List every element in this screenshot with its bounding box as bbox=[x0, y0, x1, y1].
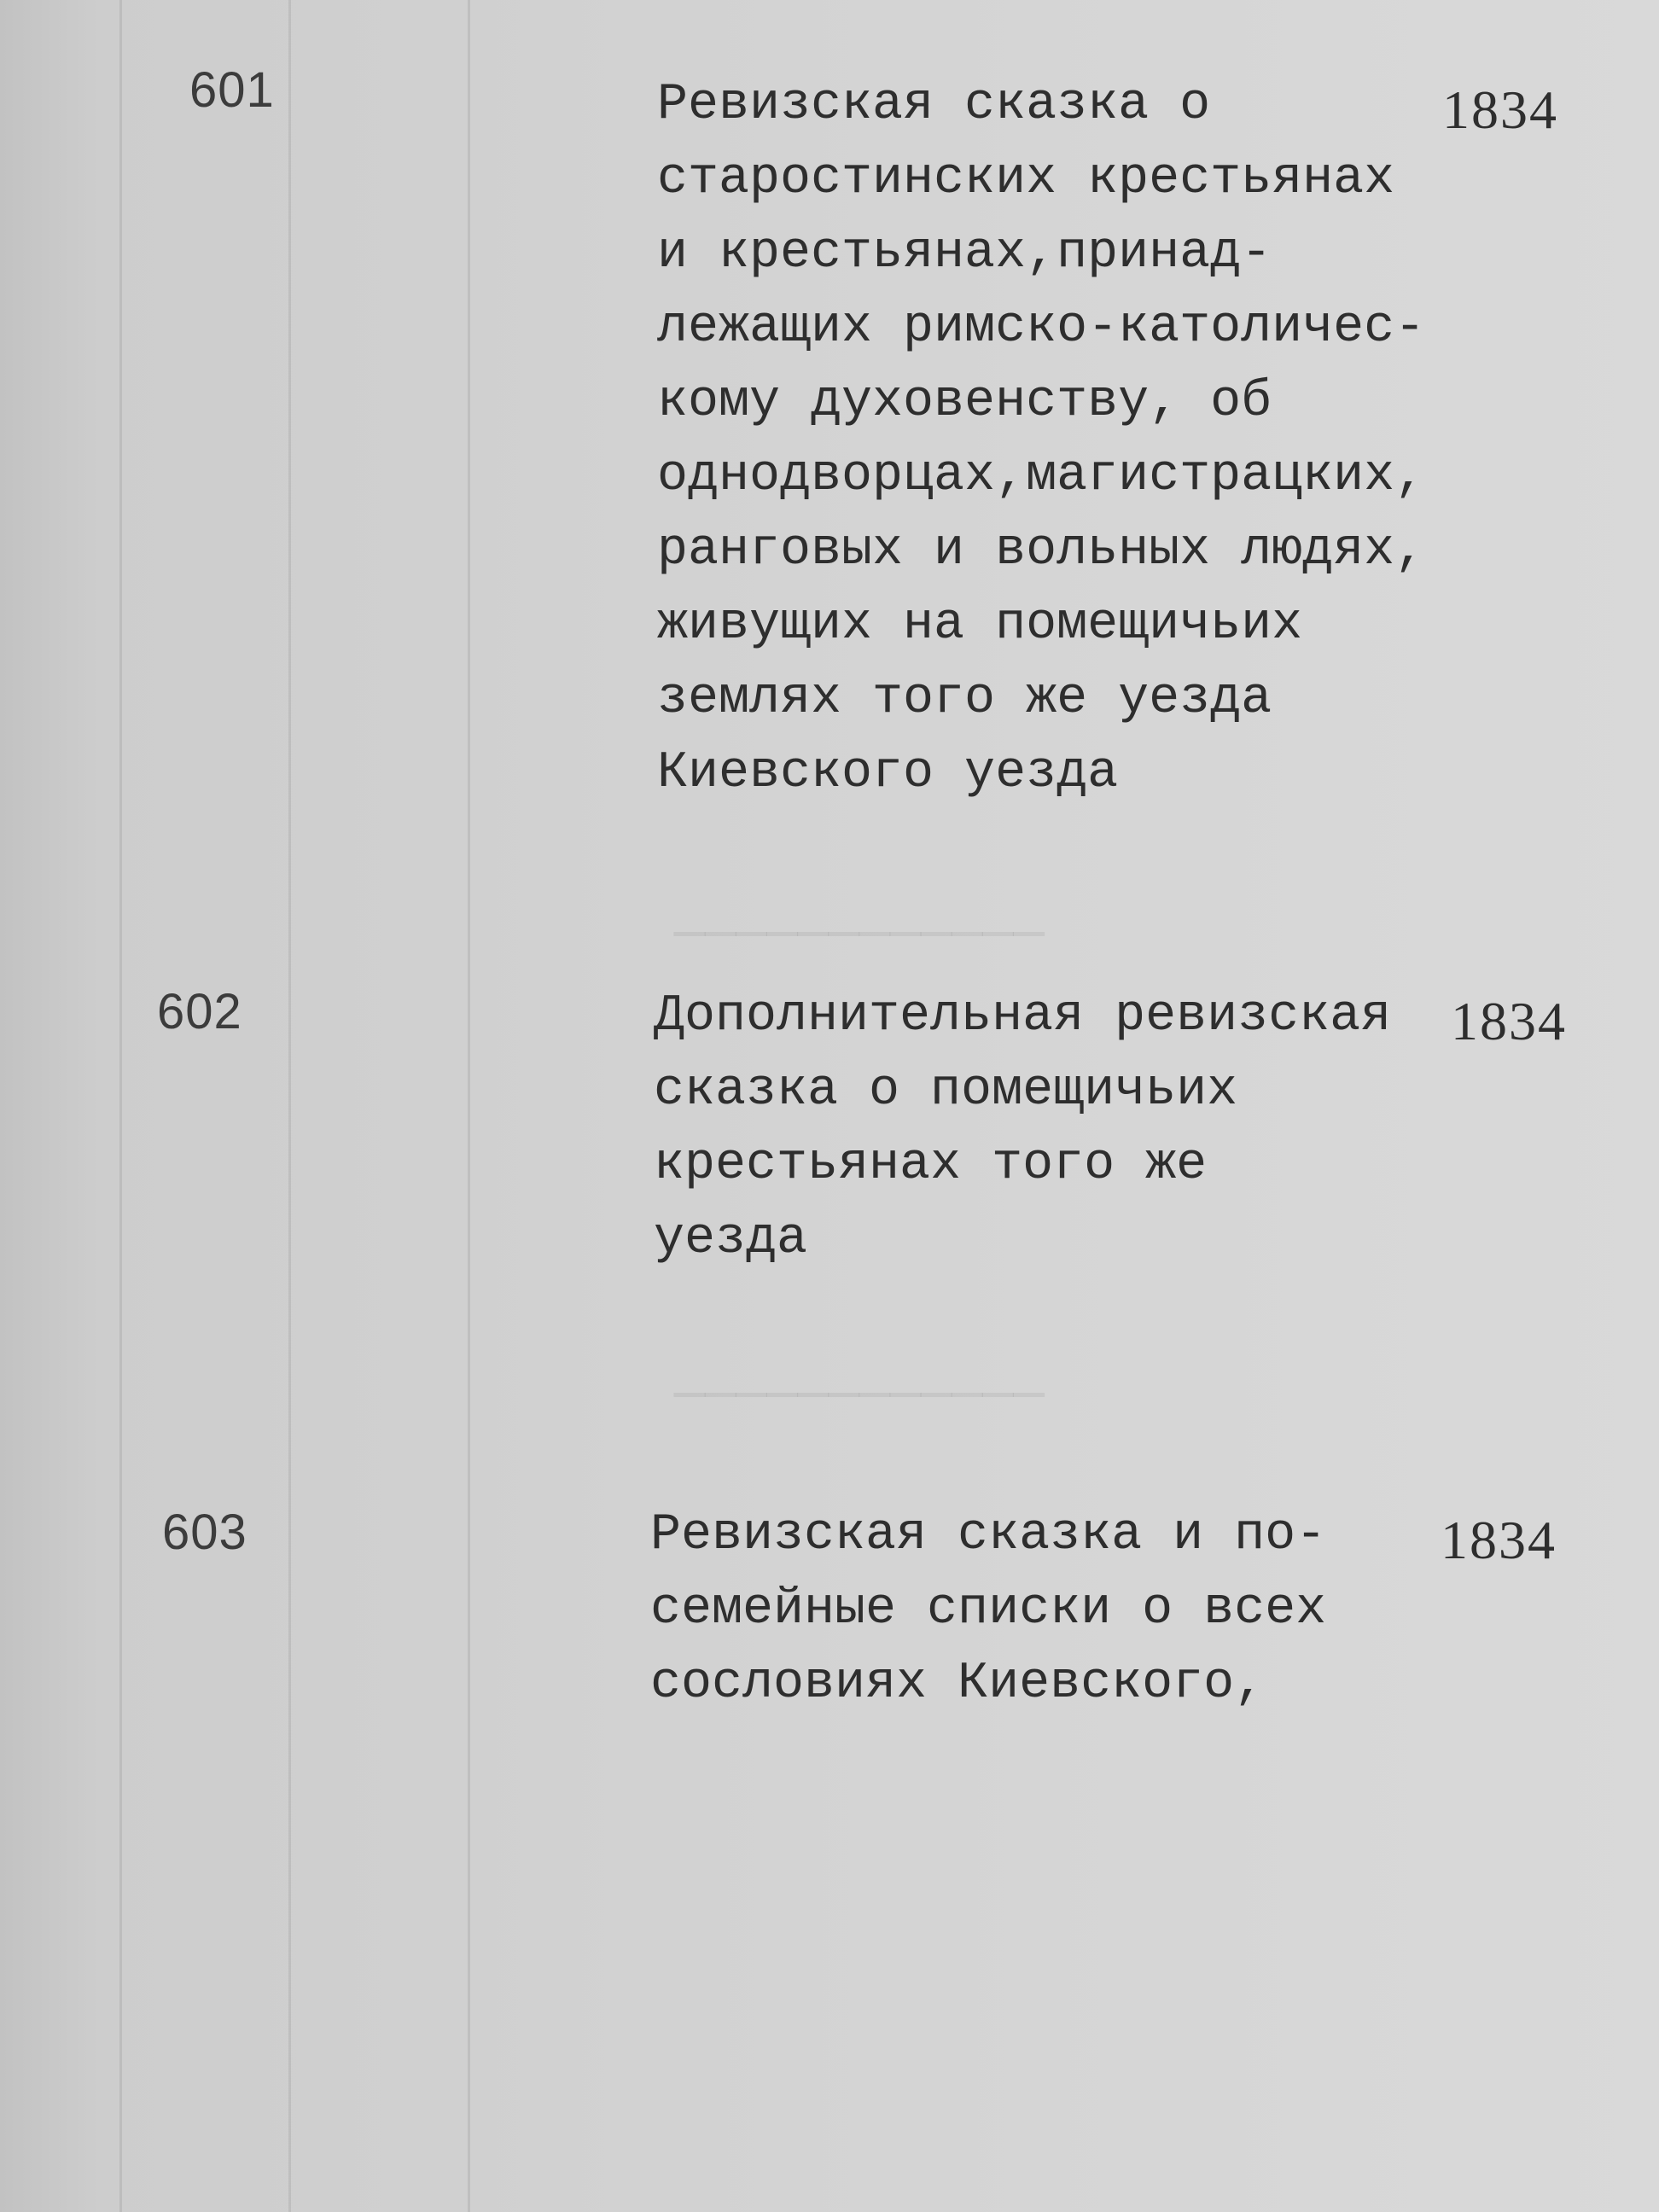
entry-description bbox=[650, 1499, 1326, 1721]
description-line: живущих на помещичьих bbox=[657, 596, 1303, 654]
description-line: Ревизская сказка о bbox=[657, 76, 1211, 134]
entry-year: 1834 bbox=[1451, 991, 1567, 1051]
description-line: лежащих римско-католичес- bbox=[657, 299, 1426, 357]
description-line: семейные списки о всех bbox=[650, 1580, 1327, 1639]
description-line: Киевского уезда bbox=[657, 744, 1119, 802]
description-line: сословиях Киевского, bbox=[650, 1655, 1266, 1713]
description-line: землях того же уезда bbox=[657, 670, 1272, 728]
description-line: Ревизская сказка и по- bbox=[650, 1506, 1327, 1564]
bleed-through-mark: ──────────── bbox=[674, 905, 1045, 964]
description-line: уезда bbox=[654, 1210, 808, 1268]
description-line: сказка о помещичьих bbox=[654, 1062, 1238, 1120]
description-line: крестьянах того же bbox=[654, 1136, 1208, 1194]
description-line: и крестьянах,принад- bbox=[657, 224, 1272, 282]
margin-rule bbox=[288, 0, 291, 2212]
entry-number: 602 bbox=[157, 984, 242, 1039]
entry-number: 603 bbox=[162, 1505, 247, 1560]
entry-description bbox=[657, 68, 1425, 811]
entry-year: 1834 bbox=[1441, 1510, 1557, 1570]
entry-description bbox=[654, 980, 1391, 1277]
description-line: кому духовенству, об bbox=[657, 373, 1272, 431]
description-line: ранговых и вольных людях, bbox=[657, 521, 1426, 579]
entry-number: 601 bbox=[189, 62, 275, 118]
bleed-through-mark: ──────────── bbox=[674, 1365, 1045, 1425]
margin-rule bbox=[119, 0, 122, 2212]
description-line: однодворцах,магистрацких, bbox=[657, 447, 1426, 505]
description-line: Дополнительная ревизская bbox=[654, 987, 1392, 1045]
description-line: старостинских крестьянах bbox=[657, 150, 1395, 208]
margin-rule bbox=[468, 0, 470, 2212]
entry-year: 1834 bbox=[1442, 79, 1558, 140]
